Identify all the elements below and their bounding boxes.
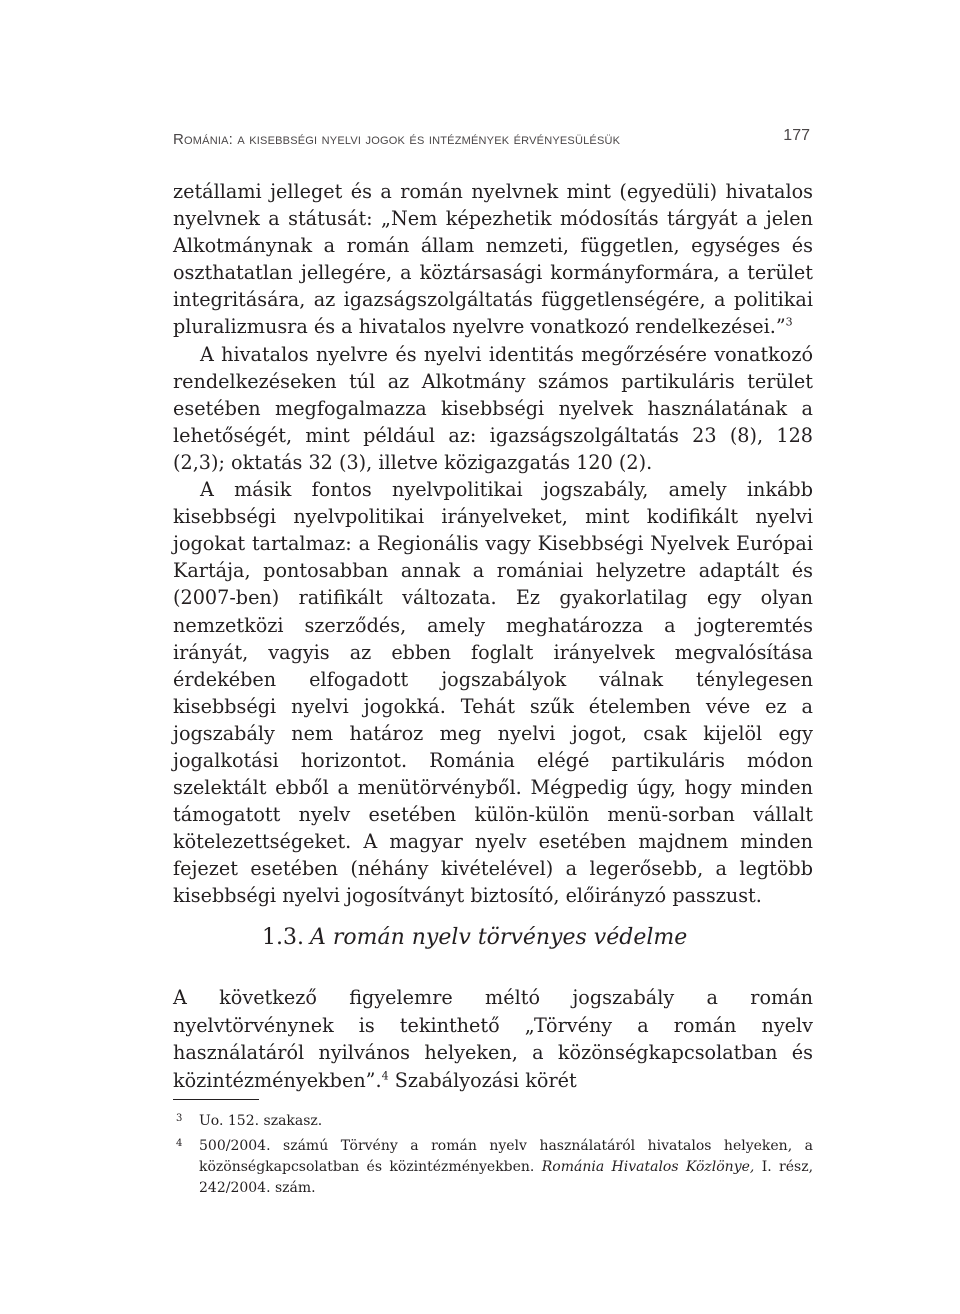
footnote [173, 1111, 813, 1132]
footnote-ref: 4 [381, 1069, 389, 1083]
footnote-text: Uo. 152. szakasz. [199, 1113, 323, 1129]
section-heading [262, 925, 687, 950]
footnote-text: 500/2004. számú Törvény a román nyelv használatáról hivatalos helyeken, a közönségkapcsolatban és közintézményekben. [199, 1138, 813, 1175]
paragraph-tail: Szabályozási körét [394, 1068, 577, 1092]
paragraph-text: zetállami jelleget és a román nyelvnek mint (egyedüli) hivatalos nyelvnek a státusát: „Nem képezhetik módosítás tárgyát a jelen Alkotmánynak a román állam nemzeti, független, egységes és oszthatatlan jellegére, a köztársasági kormányformára, a terület integritására, az igazságszolgáltatás függetlenségére, a politikai pluralizmusra és a hivatalos nyelvre vonatkozó rendelkezései.” [173, 180, 813, 339]
paragraph: A másik fontos nyelvpolitikai jogszabály, amely inkább kisebbségi nyelvpolitikai irányelveket, mint kodifikált nyelvi jogokat tartalmaz: a Regionális vagy Kisebbségi Nyelvek Európai Kartája, pontosabban annak a romániai helyzetre adaptált és (2007-ben) ratifikált változata. Ez gyakorlatilag egy olyan nemzetközi szerződés, amely meghatározza a jogteremtés irányát, vagyis az ebben foglalt irányelvek megvalósítása érdekében elfogadott jogszabályok válnak ténylegesen kisebbségi nyelvi jogokká. Tehát szűk ételemben véve ez a jogszabály nem határoz meg nyelvi jogot, csak kijelöl egy jogalkotási horizontot. Románia elégé partikuláris módon szelektált ebből a menütörvényből. Mégpedig úgy, hogy minden támogatott nyelv esetében külön-külön menü-sorban vállalt kötelezettségeket. A magyar nyelv esetében majdnem minden fejezet esetében (néhány kivételével) a legerősebb, a legtöbb kisebbségi nyelvi jogosítványt biztosító, előirányzó passzust. [173, 478, 813, 908]
footnote-ref: 3 [785, 316, 793, 330]
footnote-mark: 3 [176, 1113, 183, 1124]
section-number: 1.3. [262, 925, 304, 950]
body-text [173, 178, 813, 910]
footnote-italic: Románia Hivatalos Közlönye, [541, 1159, 755, 1175]
footnote-divider [173, 1099, 259, 1100]
footnotes [173, 1111, 813, 1199]
page-number: 177 [783, 127, 810, 144]
running-head: Románia: a kisebbségi nyelvi jogok és intézmények érvényesülésük [173, 131, 621, 148]
section-body [173, 984, 813, 1094]
footnote-text-after: I. rész, 242/2004. szám. [199, 1159, 814, 1196]
footnote-mark: 4 [176, 1138, 183, 1149]
paragraph [173, 178, 813, 341]
footnote [173, 1136, 813, 1199]
section-title: A román nyelv törvényes védelme [309, 925, 688, 950]
paragraph-text: A következő figyelemre méltó jogszabály a román nyelvtörvénynek is tekinthető „Törvény a román nyelv használatáról nyilvános helyeken, a közönségkapcsolatban és közintézményekben”. [173, 986, 813, 1092]
paragraph: A hivatalos nyelvre és nyelvi identitás megőrzésére vonatkozó rendelkezéseken túl az Alkotmány számos partikuláris terület esetében megfogalmazza kisebbségi nyelvek használatának a lehetőségét, mint például az: igazságszolgáltatás 23 (8), 128 (2,3); oktatás 32 (3), illetve közigazgatás 120 (2). [173, 342, 813, 474]
paragraph [173, 984, 813, 1094]
